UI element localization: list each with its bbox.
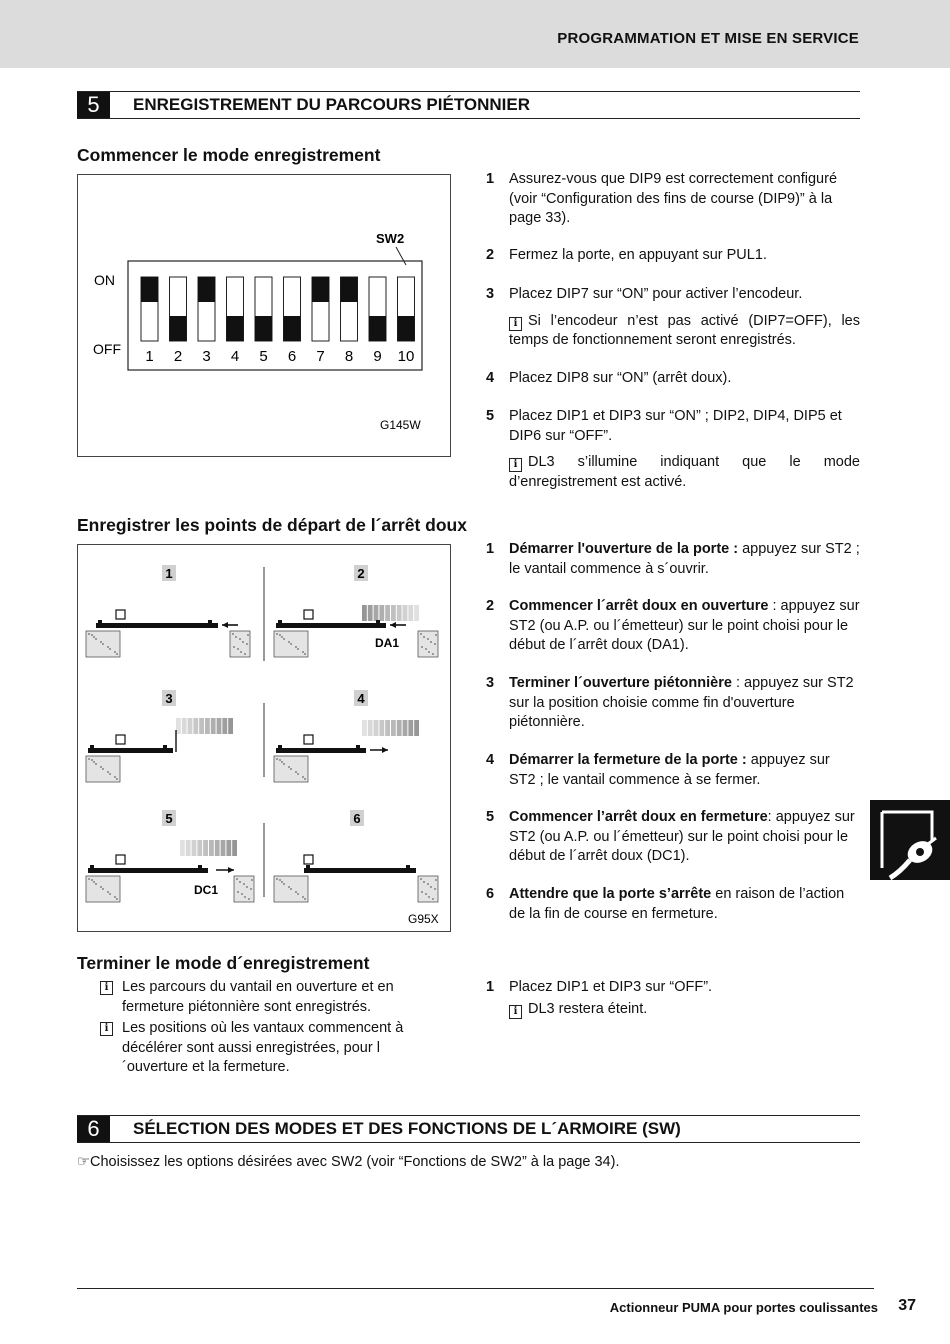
panel-number: 4: [357, 691, 365, 706]
header-bar: [0, 0, 950, 68]
switch-number: 8: [344, 348, 354, 365]
list-item: i Les positions où les vantaux commencent à décélérer sont aussi enregistrées, pour l´ouverture et la fermeture.: [100, 1019, 430, 1078]
step-text: : appuyez sur ST2 (ou A.P. ou l´émetteur) sur le point choisi pour le début de l´arrêt doux (DC1).: [509, 809, 855, 864]
switch-number: 3: [202, 348, 211, 365]
step-lead: Démarrer l'ouverture de la porte :: [509, 541, 739, 557]
step-4: [486, 369, 860, 389]
switch-number: 2: [173, 348, 183, 365]
plug-icon: [870, 800, 950, 880]
switch-number: 7: [316, 348, 325, 365]
step-note: i Si l’encodeur n’est pas activé (DIP7=OFF), les temps de fonctionnement seront enregistrés.: [509, 312, 860, 348]
info-icon: i: [509, 317, 522, 331]
sw2-label: SW2: [376, 231, 405, 246]
panel-number: 5: [165, 811, 173, 826]
dip-switch-7: [312, 277, 329, 365]
pointing-hand-icon: ☞: [77, 1154, 90, 1170]
step-text: Fermez la porte, en appuyant sur PUL1.: [509, 247, 767, 263]
switch-number: 5: [259, 348, 268, 365]
dip-switch-5: [255, 277, 272, 365]
dip-switch-1: [141, 277, 158, 365]
footer-title: Actionneur PUMA pour portes coulissantes: [609, 1300, 878, 1315]
step-number: 5: [486, 809, 495, 825]
section-6-heading: [77, 1115, 860, 1143]
step-number: 1: [486, 541, 495, 557]
step-text: appuyez sur ST2 ; le vantail commence à s´ouvrir.: [509, 541, 860, 577]
dip-switch-4: [227, 277, 244, 365]
footer-rule: [77, 1288, 874, 1289]
section-title: ENREGISTREMENT DU PARCOURS PIÉTONNIER: [133, 95, 531, 114]
step-number: 3: [486, 286, 495, 302]
step-lead: Commencer l´arrêt doux en ouverture: [509, 598, 769, 614]
end-step: 1 Placez DIP1 et DIP3 sur “OFF”. i DL3 restera éteint.: [486, 979, 713, 1017]
figure-code: G95X: [408, 912, 439, 926]
dip-switch-9: [369, 277, 386, 365]
step-3: [486, 285, 860, 351]
step-number: 5: [486, 408, 495, 424]
step-number: 4: [486, 370, 495, 386]
record-points-heading: Enregistrer les points de départ de l´arrêt doux: [77, 515, 467, 535]
switch-number: 1: [145, 348, 154, 365]
start-mode-heading: Commencer le mode enregistrement: [77, 145, 381, 165]
step-6: [486, 885, 860, 924]
step-panel-1: [86, 565, 250, 657]
step-note: i DL3 s’illumine indiquant que le mode d’enregistrement est activé.: [509, 454, 860, 490]
step-number: 1: [486, 171, 495, 187]
switch-number: 10: [397, 348, 415, 365]
step-number: 2: [486, 598, 495, 614]
end-mode-heading: Terminer le mode d´enregistrement: [77, 953, 370, 973]
step-number: 6: [486, 886, 495, 902]
info-icon: i: [509, 1005, 522, 1019]
step-text: Placez DIP7 sur “ON” pour activer l’encodeur.: [509, 286, 803, 302]
step-number: 4: [486, 752, 495, 768]
step-3: [486, 674, 860, 733]
step-text: : appuyez sur ST2 (ou A.P. ou l´émetteur) sur le point choisi pour le début de l´arrêt doux (DA1).: [509, 598, 860, 653]
step-lead: Terminer l´ouverture piétonnière: [509, 675, 732, 691]
dip-switch-3: [198, 277, 215, 365]
switch-number: 4: [230, 348, 240, 365]
section-5-heading: [77, 91, 860, 119]
switch-number: 6: [287, 348, 297, 365]
switch-number: 9: [373, 348, 382, 365]
step-text: Placez DIP1 et DIP3 sur “ON” ; DIP2, DIP4, DIP5 et DIP6 sur “OFF”.: [509, 408, 842, 444]
step-text: en raison de l’action de la fin de course en fermeture.: [509, 886, 845, 922]
off-label: OFF: [93, 341, 121, 357]
page-number: 37: [898, 1297, 916, 1314]
soft-stop-diagram: [78, 545, 450, 931]
step-panel-2: [274, 565, 438, 657]
dip-switch-8: [341, 277, 358, 365]
soft-stop-figure: [77, 544, 451, 932]
dip-switch-figure: [77, 174, 451, 457]
step-panel-6: [274, 810, 438, 902]
step-1: [486, 170, 860, 229]
step-panel-5: [86, 810, 254, 902]
figure-code: G145W: [380, 418, 421, 432]
step-lead: Attendre que la porte s’arrête: [509, 886, 712, 902]
step-2: [486, 246, 860, 266]
panel-number: 2: [357, 566, 365, 581]
step-panel-3: [86, 690, 233, 782]
on-label: ON: [94, 272, 115, 288]
step-2: [486, 597, 860, 656]
step-text: Placez DIP8 sur “ON” (arrêt doux).: [509, 370, 732, 386]
step-1: [486, 540, 860, 579]
info-icon: i: [100, 981, 113, 995]
step-4: [486, 751, 860, 790]
panel-number: 6: [353, 811, 361, 826]
info-icon: i: [100, 1022, 113, 1036]
dip-switch-10: [398, 277, 415, 365]
step-number: 2: [486, 247, 495, 263]
step-5: [486, 407, 860, 492]
section-number: 6: [77, 1116, 110, 1142]
step-text: : appuyez sur ST2 sur la position choisie comme fin d'ouverture piétonnière.: [509, 675, 854, 730]
step-text: Assurez-vous que DIP9 est correctement configuré (voir “Configuration des fins de course (DIP9)” à la page 33).: [509, 171, 838, 226]
dip-switch-2: [170, 277, 187, 365]
step-5: [486, 808, 860, 867]
dip-switch-diagram: [78, 175, 450, 456]
section-title: SÉLECTION DES MODES ET DES FONCTIONS DE L´ARMOIRE (SW): [133, 1119, 681, 1138]
step-panel-4: [274, 690, 419, 782]
list-item: i Les parcours du vantail en ouverture et en fermeture piétonnière sont enregistrés.: [100, 978, 430, 1017]
section-number: 5: [77, 92, 110, 118]
step-text: appuyez sur ST2 ; le vantail commence à se fermer.: [509, 752, 830, 788]
step-lead: Commencer l’arrêt doux en fermeture: [509, 809, 768, 825]
dc1-label: DC1: [194, 883, 219, 897]
section-6-text: ☞Choisissez les options désirées avec SW2 (voir “Fonctions de SW2” à la page 34).: [77, 1154, 620, 1170]
step-number: 3: [486, 675, 495, 691]
header-title: PROGRAMMATION ET MISE EN SERVICE: [557, 30, 859, 47]
step-lead: Démarrer la fermeture de la porte :: [509, 752, 747, 768]
da1-label: DA1: [375, 636, 400, 650]
panel-number: 1: [165, 566, 173, 581]
panel-number: 3: [165, 691, 173, 706]
info-icon: i: [509, 458, 522, 472]
dip-switch-6: [284, 277, 301, 365]
